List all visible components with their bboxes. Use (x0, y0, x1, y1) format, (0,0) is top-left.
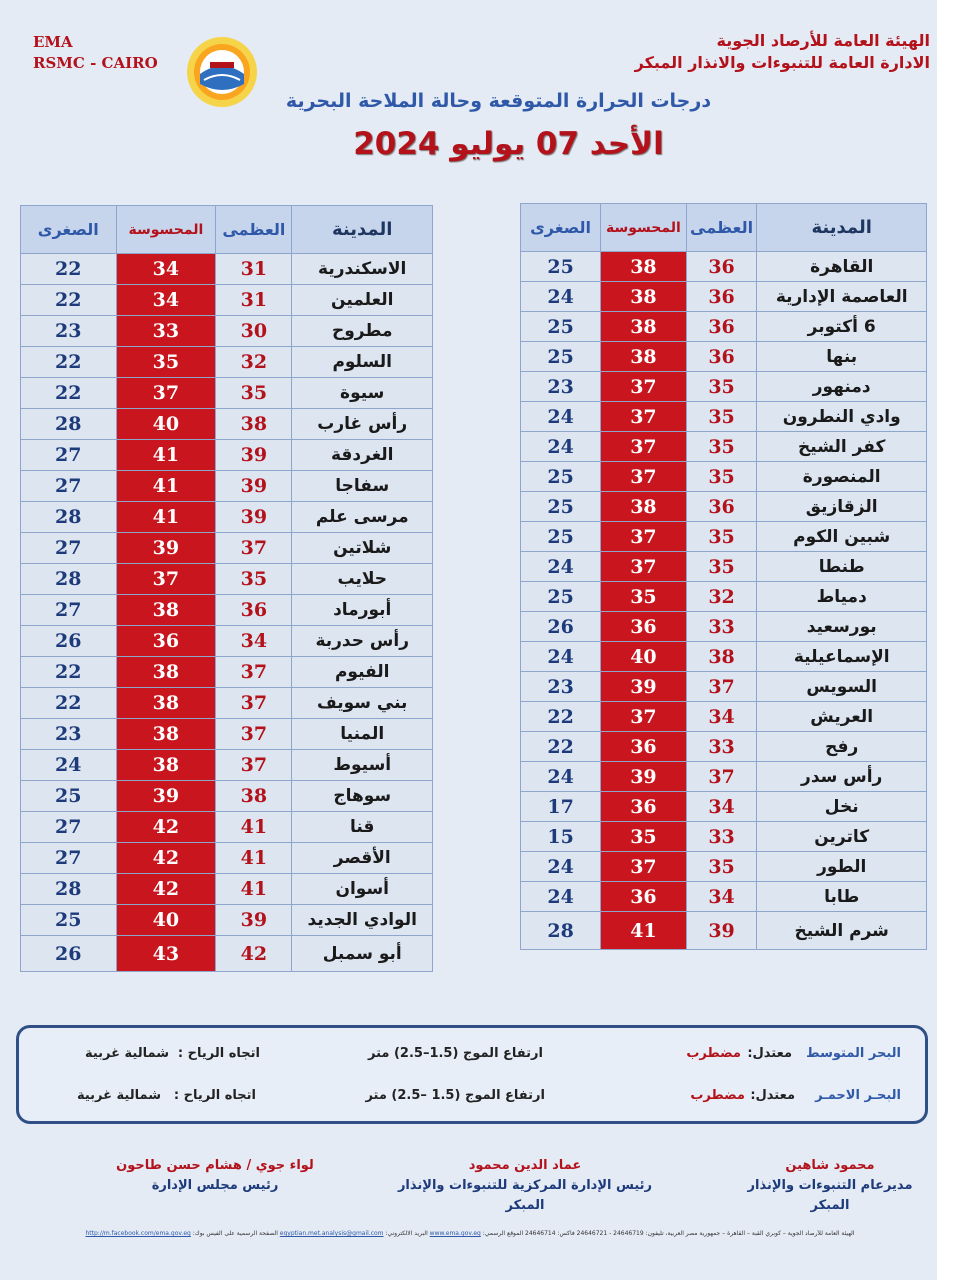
bulletin-date (0, 126, 937, 162)
table-row (521, 582, 927, 612)
feels-like-cell: 43 (116, 936, 216, 972)
max-temp-cell: 36 (686, 312, 757, 342)
red-wave: ارتفاع الموج (1.5 –2.5) متر (365, 1088, 545, 1103)
feels-like-cell: 38 (601, 252, 687, 282)
table-row (21, 409, 433, 440)
table-row (521, 372, 927, 402)
max-temp-cell: 31 (216, 285, 292, 316)
table-row (521, 912, 927, 950)
footer-email-link[interactable]: egyptian.met.analysis@gmail.com (279, 1230, 384, 1237)
city-cell: العلمين (292, 285, 433, 316)
signature-2 (390, 1156, 660, 1216)
table-header-row (21, 206, 433, 254)
med-label: البحر المتوسط (806, 1046, 901, 1061)
table-row (21, 812, 433, 843)
max-temp-cell: 33 (686, 612, 757, 642)
table-row (21, 347, 433, 378)
feels-like-cell: 34 (116, 254, 216, 285)
city-cell: كفر الشيخ (757, 432, 927, 462)
feels-like-cell: 36 (601, 732, 687, 762)
feels-like-cell: 34 (116, 285, 216, 316)
city-cell: وادي النطرون (757, 402, 927, 432)
max-temp-cell: 34 (686, 702, 757, 732)
rsmc-label: RSMC - CAIRO (33, 54, 158, 72)
table-row (21, 750, 433, 781)
city-cell: الإسماعيلية (757, 642, 927, 672)
min-temp-cell: 24 (521, 552, 601, 582)
min-temp-cell: 27 (21, 595, 117, 626)
min-temp-cell: 25 (521, 252, 601, 282)
table-row (521, 672, 927, 702)
max-temp-cell: 37 (686, 762, 757, 792)
feels-like-cell: 38 (116, 719, 216, 750)
max-temp-cell: 37 (216, 688, 292, 719)
feels-like-cell: 41 (116, 440, 216, 471)
table-row (21, 254, 433, 285)
min-temp-cell: 23 (21, 719, 117, 750)
min-temp-cell: 24 (521, 432, 601, 462)
min-temp-cell: 22 (21, 347, 117, 378)
table-row (521, 762, 927, 792)
col-max: العظمى (216, 206, 292, 254)
min-temp-cell: 25 (521, 582, 601, 612)
feels-like-cell: 37 (601, 702, 687, 732)
table-row (21, 564, 433, 595)
min-temp-cell: 28 (21, 502, 117, 533)
city-cell: العاصمة الإدارية (757, 282, 927, 312)
table-body (21, 254, 433, 972)
table-row (21, 688, 433, 719)
footer-contact (40, 1230, 900, 1237)
feels-like-cell: 41 (116, 502, 216, 533)
max-temp-cell: 37 (216, 750, 292, 781)
med-wind-label: اتجاه الرياح : (177, 1046, 260, 1061)
city-cell: سفاجا (292, 471, 433, 502)
max-temp-cell: 35 (686, 462, 757, 492)
col-max: العظمى (686, 204, 757, 252)
max-temp-cell: 35 (686, 372, 757, 402)
red-condition: مضطرب (690, 1088, 745, 1103)
city-cell: بورسعيد (757, 612, 927, 642)
city-cell: أسوان (292, 874, 433, 905)
table-row (521, 792, 927, 822)
temperature-table-left (20, 205, 433, 972)
temperature-table-right (520, 203, 927, 950)
org-line-2: الادارة العامة للتنبوءات والانذار المبكر (634, 53, 930, 72)
feels-like-cell: 39 (116, 781, 216, 812)
feels-like-cell: 37 (601, 462, 687, 492)
min-temp-cell: 25 (521, 462, 601, 492)
feels-like-cell: 38 (601, 312, 687, 342)
min-temp-cell: 24 (521, 402, 601, 432)
city-cell: دمنهور (757, 372, 927, 402)
city-cell: طنطا (757, 552, 927, 582)
min-temp-cell: 22 (21, 285, 117, 316)
footer-email-label: البريد الالكتروني: (385, 1230, 428, 1237)
feels-like-cell: 38 (601, 492, 687, 522)
city-cell: رأس غارب (292, 409, 433, 440)
table-body (521, 252, 927, 950)
max-temp-cell: 35 (686, 522, 757, 552)
footer-fb-label: الصفحة الرسمية على الفيس بوك: (192, 1230, 278, 1237)
feels-like-cell: 39 (601, 762, 687, 792)
max-temp-cell: 38 (216, 781, 292, 812)
red-condition-label: معتدل: (750, 1088, 795, 1103)
feels-like-cell: 41 (116, 471, 216, 502)
table-row (521, 342, 927, 372)
table-row (521, 252, 927, 282)
red-wind: شمالية غربية (76, 1088, 161, 1103)
col-city: المدينة (757, 204, 927, 252)
max-temp-cell: 32 (686, 582, 757, 612)
table-row (521, 552, 927, 582)
feels-like-cell: 42 (116, 874, 216, 905)
min-temp-cell: 23 (521, 372, 601, 402)
city-cell: الوادي الجديد (292, 905, 433, 936)
max-temp-cell: 34 (686, 792, 757, 822)
max-temp-cell: 41 (216, 812, 292, 843)
max-temp-cell: 39 (216, 905, 292, 936)
table-row (521, 402, 927, 432)
table-row (521, 882, 927, 912)
feels-like-cell: 40 (601, 642, 687, 672)
city-cell: بني سويف (292, 688, 433, 719)
feels-like-cell: 35 (116, 347, 216, 378)
max-temp-cell: 38 (216, 409, 292, 440)
feels-like-cell: 38 (601, 282, 687, 312)
max-temp-cell: 31 (216, 254, 292, 285)
max-temp-cell: 35 (216, 564, 292, 595)
max-temp-cell: 37 (216, 533, 292, 564)
min-temp-cell: 25 (521, 522, 601, 552)
max-temp-cell: 35 (686, 402, 757, 432)
feels-like-cell: 37 (601, 372, 687, 402)
max-temp-cell: 37 (216, 657, 292, 688)
max-temp-cell: 35 (686, 852, 757, 882)
ema-label: EMA (33, 33, 73, 51)
feels-like-cell: 33 (116, 316, 216, 347)
city-cell: طابا (757, 882, 927, 912)
max-temp-cell: 33 (686, 822, 757, 852)
city-cell: السويس (757, 672, 927, 702)
table-row (521, 852, 927, 882)
max-temp-cell: 39 (216, 502, 292, 533)
min-temp-cell: 22 (21, 688, 117, 719)
feels-like-cell: 37 (601, 852, 687, 882)
max-temp-cell: 41 (216, 874, 292, 905)
min-temp-cell: 25 (521, 312, 601, 342)
footer-text: الهيئة العامة للأرصاد الجوية – كوبري القبة – القاهرة – جمهورية مصر العربية، تليفون: 24646719 - 24646721 فاكس: 24646714 الموقع الرسمي: (482, 1230, 855, 1237)
table-row (21, 936, 433, 972)
city-cell: بنها (757, 342, 927, 372)
signature-name: محمود شاهين (785, 1158, 875, 1173)
min-temp-cell: 22 (21, 378, 117, 409)
min-temp-cell: 27 (21, 533, 117, 564)
feels-like-cell: 35 (601, 582, 687, 612)
city-cell: شرم الشيخ (757, 912, 927, 950)
table-header-row (521, 204, 927, 252)
table-row (21, 378, 433, 409)
city-cell: سيوة (292, 378, 433, 409)
min-temp-cell: 22 (21, 254, 117, 285)
city-cell: الأقصر (292, 843, 433, 874)
feels-like-cell: 37 (601, 552, 687, 582)
city-cell: رأس سدر (757, 762, 927, 792)
max-temp-cell: 36 (216, 595, 292, 626)
subtitle-text: درجات الحرارة المتوقعة وحالة الملاحة البحرية (285, 90, 712, 112)
table-row (521, 612, 927, 642)
city-cell: دمياط (757, 582, 927, 612)
feels-like-cell: 38 (116, 595, 216, 626)
table-row (521, 282, 927, 312)
max-temp-cell: 36 (686, 252, 757, 282)
table-row (521, 492, 927, 522)
feels-like-cell: 38 (116, 688, 216, 719)
city-cell: مرسى علم (292, 502, 433, 533)
feels-like-cell: 42 (116, 843, 216, 874)
red-label: البحـر الاحمـر (815, 1088, 901, 1103)
city-cell: الزقازيق (757, 492, 927, 522)
table-row (21, 471, 433, 502)
org-line-1: الهيئة العامة للأرصاد الجوية (716, 31, 930, 50)
min-temp-cell: 24 (21, 750, 117, 781)
city-cell: الاسكندرية (292, 254, 433, 285)
ema-brand (33, 32, 158, 74)
feels-like-cell: 40 (116, 905, 216, 936)
city-cell: الطور (757, 852, 927, 882)
city-cell: كاترين (757, 822, 927, 852)
organization-name (635, 30, 930, 74)
min-temp-cell: 15 (521, 822, 601, 852)
min-temp-cell: 25 (21, 905, 117, 936)
max-temp-cell: 33 (686, 732, 757, 762)
page-margin (937, 0, 954, 1280)
feels-like-cell: 42 (116, 812, 216, 843)
table-row (21, 874, 433, 905)
col-min: الصغرى (521, 204, 601, 252)
table-row (21, 285, 433, 316)
min-temp-cell: 27 (21, 471, 117, 502)
max-temp-cell: 42 (216, 936, 292, 972)
min-temp-cell: 27 (21, 843, 117, 874)
max-temp-cell: 39 (686, 912, 757, 950)
min-temp-cell: 24 (521, 762, 601, 792)
city-cell: رأس حدربة (292, 626, 433, 657)
min-temp-cell: 26 (521, 612, 601, 642)
feels-like-cell: 36 (601, 792, 687, 822)
max-temp-cell: 34 (686, 882, 757, 912)
min-temp-cell: 24 (521, 882, 601, 912)
min-temp-cell: 24 (521, 642, 601, 672)
min-temp-cell: 25 (521, 342, 601, 372)
table-row (21, 843, 433, 874)
city-cell: أبو سمبل (292, 936, 433, 972)
min-temp-cell: 23 (21, 316, 117, 347)
max-temp-cell: 38 (686, 642, 757, 672)
table-row (21, 440, 433, 471)
min-temp-cell: 24 (521, 852, 601, 882)
max-temp-cell: 37 (216, 719, 292, 750)
signature-name: عماد الدين محمود (468, 1158, 582, 1173)
min-temp-cell: 24 (521, 282, 601, 312)
feels-like-cell: 41 (601, 912, 687, 950)
feels-like-cell: 36 (601, 612, 687, 642)
max-temp-cell: 34 (216, 626, 292, 657)
table-row (521, 822, 927, 852)
city-cell: أسيوط (292, 750, 433, 781)
signature-3 (110, 1156, 320, 1196)
footer-facebook-link[interactable]: http://m.facebook.com/ema.gov.eg (85, 1230, 191, 1237)
min-temp-cell: 27 (21, 812, 117, 843)
feels-like-cell: 37 (601, 402, 687, 432)
max-temp-cell: 35 (686, 552, 757, 582)
table-row (521, 642, 927, 672)
city-cell: القاهرة (757, 252, 927, 282)
city-cell: حلايب (292, 564, 433, 595)
city-cell: رفح (757, 732, 927, 762)
city-cell: الغردقة (292, 440, 433, 471)
med-wind: شمالية غربية (84, 1046, 169, 1061)
max-temp-cell: 32 (216, 347, 292, 378)
table-row (521, 462, 927, 492)
table-row (21, 502, 433, 533)
city-cell: شلاتين (292, 533, 433, 564)
min-temp-cell: 28 (521, 912, 601, 950)
feels-like-cell: 37 (601, 522, 687, 552)
med-condition: مضطرب (686, 1046, 741, 1061)
feels-like-cell: 38 (116, 657, 216, 688)
table-row (21, 781, 433, 812)
feels-like-cell: 36 (116, 626, 216, 657)
city-cell: المنصورة (757, 462, 927, 492)
table-row (521, 732, 927, 762)
feels-like-cell: 38 (116, 750, 216, 781)
table-row (521, 312, 927, 342)
feels-like-cell: 37 (601, 432, 687, 462)
max-temp-cell: 30 (216, 316, 292, 347)
city-cell: الفيوم (292, 657, 433, 688)
table-row (21, 595, 433, 626)
table-row (21, 657, 433, 688)
city-cell: أبورماد (292, 595, 433, 626)
feels-like-cell: 36 (601, 882, 687, 912)
feels-like-cell: 37 (116, 564, 216, 595)
min-temp-cell: 28 (21, 564, 117, 595)
feels-like-cell: 37 (116, 378, 216, 409)
sea-state-box (16, 1025, 928, 1124)
max-temp-cell: 37 (686, 672, 757, 702)
max-temp-cell: 35 (216, 378, 292, 409)
feels-like-cell: 35 (601, 822, 687, 852)
city-cell: السلوم (292, 347, 433, 378)
city-cell: العريش (757, 702, 927, 732)
max-temp-cell: 36 (686, 342, 757, 372)
feels-like-cell: 39 (601, 672, 687, 702)
table-row (521, 522, 927, 552)
med-wave: ارتفاع الموج (1.5–2.5) متر (368, 1046, 543, 1061)
min-temp-cell: 23 (521, 672, 601, 702)
med-condition-label: معتدل: (747, 1046, 792, 1061)
red-wind-label: اتجاه الرياح : (173, 1088, 256, 1103)
signature-title: رئيس الإدارة المركزية للتنبوءات والإنذار المبكر (397, 1178, 653, 1213)
min-temp-cell: 22 (521, 702, 601, 732)
table-row (21, 626, 433, 657)
sea-row-mediterranean (19, 1046, 925, 1066)
signature-title: مديرعام التنبوءات والإنذار المبكر (747, 1178, 913, 1213)
min-temp-cell: 27 (21, 440, 117, 471)
max-temp-cell: 35 (686, 432, 757, 462)
signature-title: رئيس مجلس الإدارة (151, 1178, 279, 1193)
min-temp-cell: 22 (521, 732, 601, 762)
max-temp-cell: 39 (216, 471, 292, 502)
table-row (21, 905, 433, 936)
min-temp-cell: 25 (21, 781, 117, 812)
col-feel: المحسوسة (601, 204, 687, 252)
feels-like-cell: 38 (601, 342, 687, 372)
feels-like-cell: 39 (116, 533, 216, 564)
footer-site-link[interactable]: www.ema.gov.eg (429, 1230, 481, 1237)
sea-row-red-sea (19, 1088, 925, 1108)
col-city: المدينة (292, 206, 433, 254)
signature-name: لواء جوي / هشام حسن طاحون (116, 1158, 314, 1173)
max-temp-cell: 41 (216, 843, 292, 874)
table-row (21, 719, 433, 750)
min-temp-cell: 28 (21, 874, 117, 905)
bulletin-subtitle (0, 90, 937, 112)
min-temp-cell: 22 (21, 657, 117, 688)
signature-1 (735, 1156, 925, 1216)
city-cell: المنيا (292, 719, 433, 750)
max-temp-cell: 39 (216, 440, 292, 471)
city-cell: 6 أكتوبر (757, 312, 927, 342)
max-temp-cell: 36 (686, 282, 757, 312)
min-temp-cell: 26 (21, 936, 117, 972)
col-feel: المحسوسة (116, 206, 216, 254)
city-cell: شبين الكوم (757, 522, 927, 552)
col-min: الصغرى (21, 206, 117, 254)
min-temp-cell: 26 (21, 626, 117, 657)
table-row (21, 316, 433, 347)
date-text: الأحد 07 يوليو 2024 (353, 126, 664, 162)
city-cell: نخل (757, 792, 927, 822)
city-cell: مطروح (292, 316, 433, 347)
table-row (521, 432, 927, 462)
table-row (521, 702, 927, 732)
min-temp-cell: 25 (521, 492, 601, 522)
city-cell: سوهاج (292, 781, 433, 812)
min-temp-cell: 28 (21, 409, 117, 440)
min-temp-cell: 17 (521, 792, 601, 822)
table-row (21, 533, 433, 564)
city-cell: قنا (292, 812, 433, 843)
max-temp-cell: 36 (686, 492, 757, 522)
feels-like-cell: 40 (116, 409, 216, 440)
